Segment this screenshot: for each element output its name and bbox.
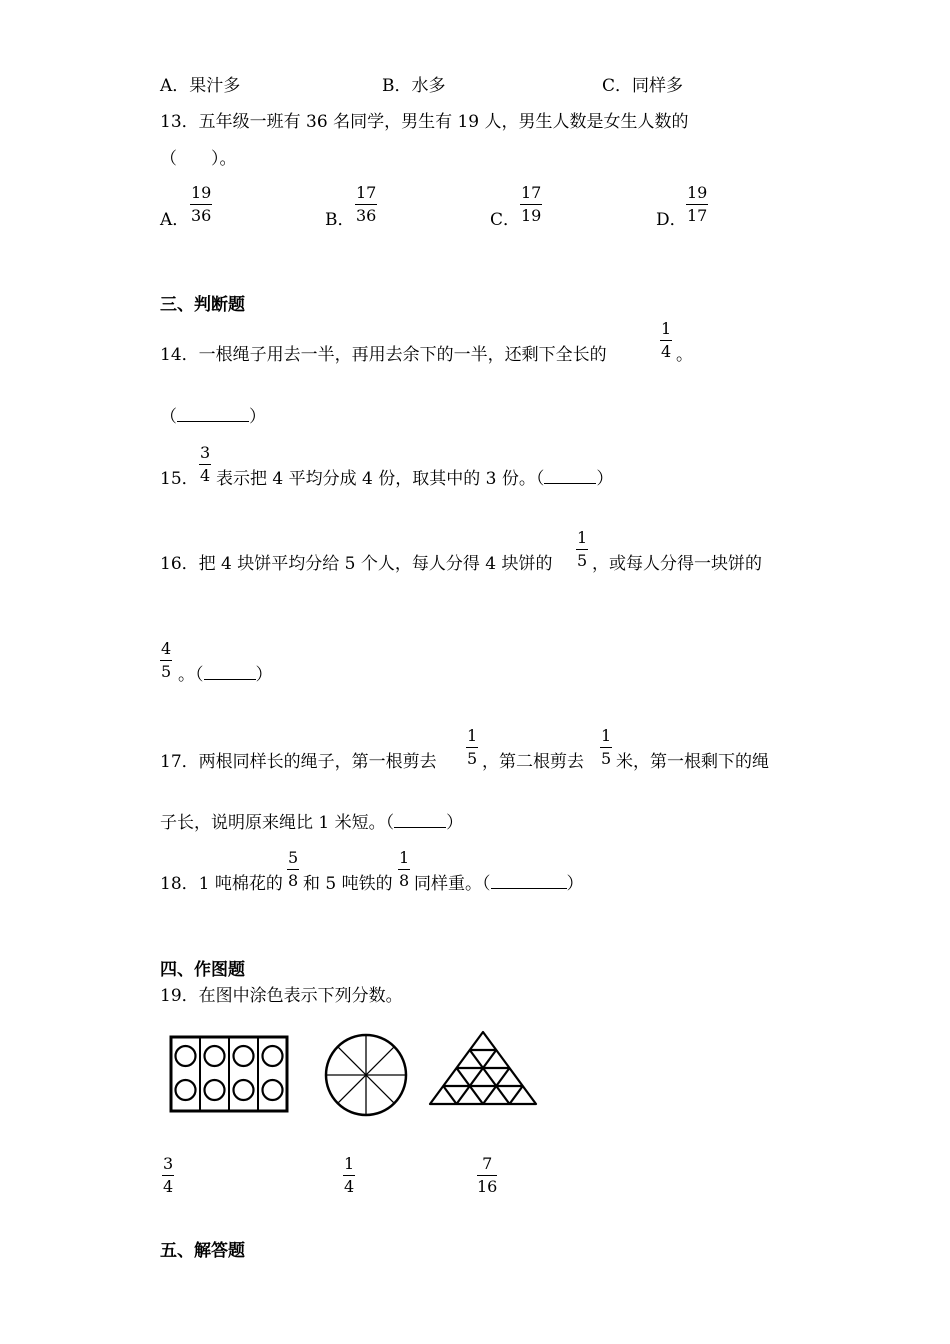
q13-option-a-fraction	[190, 185, 212, 224]
denominator: 17	[687, 206, 708, 225]
denominator: 4	[200, 466, 211, 485]
q13-option-d-fraction	[686, 185, 708, 224]
numerator: 17	[356, 183, 377, 202]
q18-body: 同样重。（	[414, 874, 491, 894]
numerator: 3	[200, 443, 211, 462]
q17-text-d	[160, 815, 463, 832]
q13-option-b-fraction	[355, 185, 377, 224]
q13-option-c-label: C．	[490, 210, 521, 230]
numerator: 17	[521, 183, 542, 202]
answer-blank[interactable]	[491, 887, 567, 889]
denominator: 36	[356, 206, 377, 225]
q18-text-b: 和 5 吨铁的	[303, 874, 393, 894]
q13-option-c-fraction	[520, 185, 542, 224]
q15-number: 15．	[160, 469, 199, 489]
answer-blank[interactable]	[204, 678, 256, 680]
denominator: 36	[191, 206, 212, 225]
denominator: 4	[163, 1177, 174, 1196]
q14-fraction	[660, 321, 672, 360]
q19-fraction-3	[477, 1156, 497, 1195]
denominator: 8	[399, 871, 410, 890]
q12-option-c: C．同样多	[602, 76, 684, 96]
denominator: 16	[477, 1177, 498, 1196]
q12-option-b: B．水多	[382, 76, 446, 96]
q13-option-b-label: B．	[325, 210, 355, 230]
circle-sectors-figure[interactable]	[322, 1032, 410, 1118]
denominator: 5	[161, 662, 172, 681]
section-5-title: 五、解答题	[160, 1241, 245, 1261]
paren-close: ）	[566, 874, 584, 894]
q15-fraction	[199, 445, 211, 484]
numerator: 1	[399, 848, 410, 867]
q12-option-a: A．果汁多	[160, 76, 241, 96]
q16-text-c	[178, 667, 273, 684]
q14-end: 。	[676, 345, 693, 365]
denominator: 8	[288, 871, 299, 890]
answer-blank[interactable]	[177, 420, 249, 422]
section-3-title: 三、判断题	[160, 295, 245, 315]
q16-text-b: ，或每人分得一块饼的	[592, 554, 762, 574]
denominator: 19	[521, 206, 542, 225]
q19-text: 19．在图中涂色表示下列分数。	[160, 986, 403, 1006]
paren-close: ）	[596, 469, 614, 489]
paren-close: ）	[249, 407, 266, 427]
answer-blank[interactable]	[544, 482, 596, 484]
q19-fraction-1	[162, 1156, 174, 1195]
answer-blank[interactable]	[394, 826, 446, 828]
q17-text-b: ，第二根剪去	[482, 752, 584, 772]
denominator: 5	[577, 551, 588, 570]
numerator: 3	[163, 1154, 174, 1173]
q18-fraction-a	[287, 850, 299, 889]
numerator: 1	[601, 726, 612, 745]
q18-fraction-b	[398, 850, 410, 889]
q17-text-c: 米，第一根剩下的绳	[616, 752, 769, 772]
paren-close: ）	[446, 813, 464, 833]
q13-text: 13．五年级一班有 36 名同学，男生有 19 人，男生人数是女生人数的	[160, 112, 689, 132]
q15-text	[216, 471, 613, 488]
paren-open: （	[160, 407, 177, 427]
triangle-grid-figure[interactable]	[426, 1030, 540, 1106]
q19-fraction-2	[343, 1156, 355, 1195]
q13-option-a-label: A．	[160, 210, 190, 230]
q14-text: 14．一根绳子用去一半，再用去余下的一半，还剩下全长的	[160, 345, 607, 365]
q13-option-d-label: D．	[656, 210, 687, 230]
q16-body: 。（	[178, 665, 204, 685]
denominator: 5	[467, 749, 478, 768]
denominator: 4	[661, 342, 672, 361]
q17-text-a: 17．两根同样长的绳子，第一根剪去	[160, 752, 437, 772]
q18-text-c	[414, 876, 584, 893]
q15-body: 表示把 4 平均分成 4 份，取其中的 3 份。（	[216, 469, 545, 489]
numerator: 19	[191, 183, 212, 202]
q18-text-a: 18．1 吨棉花的	[160, 874, 283, 894]
numerator: 1	[467, 726, 478, 745]
q14-answer	[160, 409, 266, 426]
numerator: 1	[577, 528, 588, 547]
numerator: 4	[161, 639, 172, 658]
numerator: 19	[687, 183, 708, 202]
q13-paren: （ ）。	[160, 149, 237, 169]
q17-fraction-b	[600, 728, 612, 767]
q17-body: 子长，说明原来绳比 1 米短。（	[160, 813, 395, 833]
numerator: 5	[288, 848, 299, 867]
numerator: 1	[344, 1154, 355, 1173]
q16-fraction-b	[160, 641, 172, 680]
paren-close: ）	[255, 665, 273, 685]
numerator: 1	[661, 319, 672, 338]
denominator: 4	[344, 1177, 355, 1196]
q16-text-a: 16．把 4 块饼平均分给 5 个人，每人分得 4 块饼的	[160, 554, 553, 574]
numerator: 7	[482, 1154, 493, 1173]
q17-fraction-a	[466, 728, 478, 767]
rectangle-circles-figure[interactable]	[168, 1034, 290, 1114]
denominator: 5	[601, 749, 612, 768]
q16-fraction-a	[576, 530, 588, 569]
section-4-title: 四、作图题	[160, 960, 245, 980]
